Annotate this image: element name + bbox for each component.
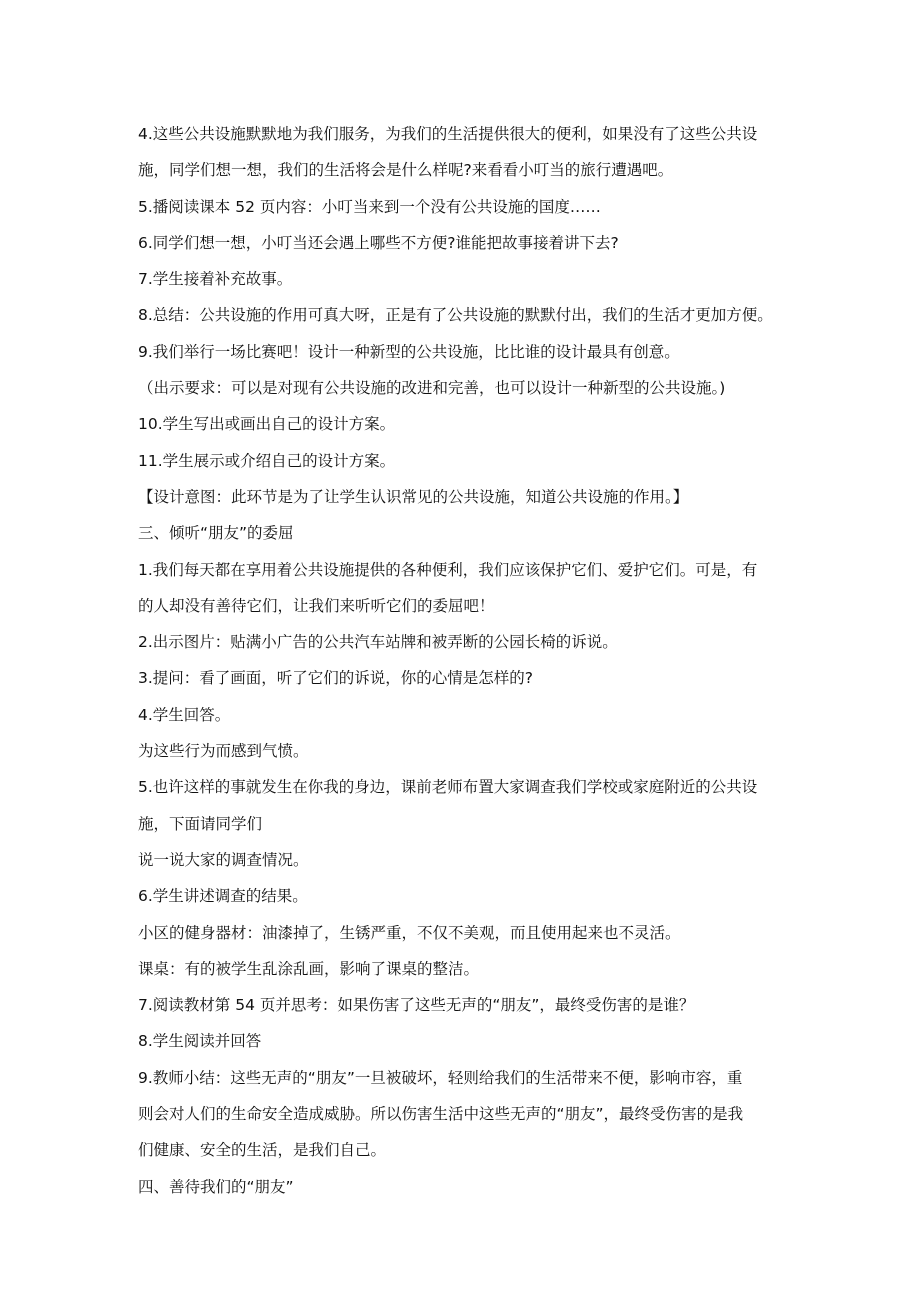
text-line: 施，同学们想一想，我们的生活将会是什么样呢?来看看小叮当的旅行遭遇吧。	[138, 161, 674, 180]
text-line: 为这些行为而感到气愤。	[138, 742, 309, 761]
text-line: 3.提问：看了画面，听了它们的诉说，你的心情是怎样的?	[138, 669, 534, 688]
text-line: 说一说大家的调查情况。	[138, 850, 309, 869]
text-line: 8.总结：公共设施的作用可真大呀，正是有了公共设施的默默付出，我们的生活才更加方便。	[138, 306, 773, 325]
text-line: 则会对人们的生命安全造成威胁。所以伤害生活中这些无声的“朋友”，最终受伤害的是我	[138, 1105, 744, 1124]
section-heading: 三、倾听“朋友”的委屈	[138, 524, 294, 543]
text-line: 们健康、安全的生活，是我们自己。	[138, 1141, 387, 1160]
text-line: 5.播阅读课本 52 页内容：小叮当来到一个没有公共设施的国度……	[138, 197, 601, 216]
text-line: 课桌：有的被学生乱涂乱画，影响了课桌的整洁。	[138, 959, 480, 978]
text-line: （出示要求：可以是对现有公共设施的改进和完善，也可以设计一种新型的公共设施。)	[138, 379, 726, 398]
text-line: 7.阅读教材第 54 页并思考：如果伤害了这些无声的“朋友”，最终受伤害的是谁？	[138, 996, 695, 1015]
text-line: 施，下面请同学们	[138, 814, 263, 833]
text-line: 5.也许这样的事就发生在你我的身边，课前老师布置大家调查我们学校或家庭附近的公共设	[138, 778, 758, 797]
text-line: 1.我们每天都在享用着公共设施提供的各种便利，我们应该保护它们、爱护它们。可是，有	[138, 560, 758, 579]
section-heading: 四、善待我们的“朋友”	[138, 1177, 294, 1196]
text-line: 8.学生阅读并回答	[138, 1032, 262, 1051]
text-line: 4.学生回答。	[138, 705, 231, 724]
text-line: 的人却没有善待它们，让我们来听听它们的委屈吧！	[138, 596, 495, 615]
text-line: 7.学生接着补充故事。	[138, 270, 293, 289]
text-line: 11.学生展示或介绍自己的设计方案。	[138, 451, 396, 470]
text-line: 小区的健身器材：油漆掉了，生锈严重，不仅不美观，而且使用起来也不灵活。	[138, 923, 681, 942]
design-intent-note: 【设计意图：此环节是为了让学生认识常见的公共设施，知道公共设施的作用。】	[138, 487, 689, 506]
text-line: 9.教师小结：这些无声的“朋友”一旦被破坏，轻则给我们的生活带来不便，影响市容，重	[138, 1068, 743, 1087]
text-line: 4.这些公共设施默默地为我们服务，为我们的生活提供很大的便利，如果没有了这些公共设	[138, 125, 758, 143]
text-line: 6.同学们想一想，小叮当还会遇上哪些不方便?谁能把故事接着讲下去?	[138, 233, 619, 252]
text-line: 9.我们举行一场比赛吧！设计一种新型的公共设施，比比谁的设计最具有创意。	[138, 342, 680, 361]
text-line: 10.学生写出或画出自己的设计方案。	[138, 415, 396, 434]
text-line: 2.出示图片：贴满小广告的公共汽车站牌和被弄断的公园长椅的诉说。	[138, 633, 618, 652]
document-page	[138, 116, 786, 1205]
text-line: 6.学生讲述调查的结果。	[138, 887, 308, 906]
